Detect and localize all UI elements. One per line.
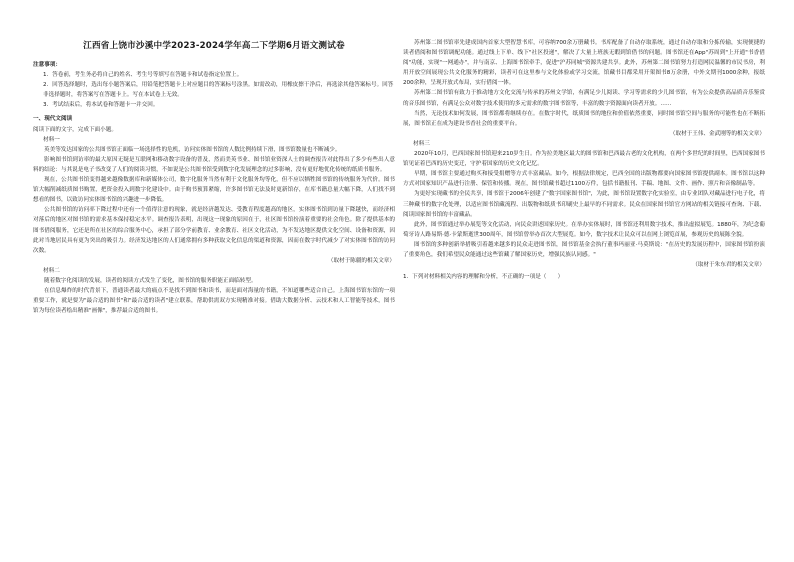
note-item: 1．答卷前，考生务必将自己的姓名、考生号等填写在答题卡和试卷指定位置上。 xyxy=(43,72,243,79)
material-3-paragraph: 此外，图书馆通过举办展览等文化活动，向民众讲述国家历史。在举办实体展时，图书馆还利用数字技术，推出虚拟展览。1880年，为纪念葡萄牙诗人路易斯·德·卡蒙斯逝世300周年，图书馆曾举办首次大型展览。如今，数字技术让民众可以在网上浏览首展，参观历史的展陈全貌。 xyxy=(403,221,765,238)
material-1-paragraph: 公共图书馆的访问率下降过程中还有一个值得注意的现象，就是经济越发达、受教育程度越高的地区，实体图书馆到访量下降越快，而经济相对落后的地区对图书馆的需求基本保持稳定水平。调查报告表明，出现这一现象的原因在于，社区图书馆扮演着重要的社会角色。除了提供基本的图书借阅服务，它还是所在社区的综合服务中心，承担了部分学前教育、业余教育、社区文化活动，为不发达地区提供文化空间、设备和资源，因此对当地居民具有更为突出的吸引力。经济发达地区的人们通常拥有多种获取文化信息的渠道和资源，因而在数字时代减少了对实体图书馆的访问次数。 xyxy=(33,207,395,254)
material-2-paragraph: 苏州第二图书馆率先建成国内首家大型智慧书库，可容纳700余万册藏书。书库配备了自动存取系统，通过自动存取和分拣传输，实现便捷的读者借阅和图书馆调配功能。通过线上下单、线下"社区投递"，解决了大量上班族无暇到馆借书的问题。图书馆还在App"苏周到"上开通"书香借阅"功能，实现"一网通办"，并与南京、上海图书馆牵手，促进"沪苏同城"资源共建共享。此外，苏州第二图书馆努力打造网民温馨的市民书房，利用开放空间展现公共文化服务的精彩，读者可在这里参与文化体验或学习交流，馆藏书目都采用开架图书8万余册，中外文期刊1000余种，报纸200余种，呈现开放式布局，实行借阅一体。 xyxy=(403,40,765,87)
material-2-label: 材料二 xyxy=(43,267,60,274)
material-2-source: （取材于王伟、金武刚等的相关文章） xyxy=(669,130,765,137)
material-1-paragraph: 现在，公共图书馆变得越来越像数据库和新媒体公司，数字化服务当然有利于文化服务均等化，但不应以牺牲图书馆的传统服务为代价。图书馆大幅削减纸质图书购置，把资金投入到数字化建设中。由于购书预算紧缩，许多图书馆无法及时更新馆存，在库书籍总量大幅下降，人们找不到想看的图书，以致访问实体图书馆的兴趣进一步降低。 xyxy=(33,177,395,204)
left-column xyxy=(33,40,395,316)
material-3-paragraph: 早期，图书馆主要通过购买和接受捐赠等方式丰富藏品。如今，根据法律规定，巴西全国的出版物都要向国家图书馆提供副本。图书馆以这种方式对国家知识产品进行注册、保管和传播。现在，图书馆藏书超过1100万件，包括书籍报刊、手稿、地图、文件、画作、照片和音像制品等。 xyxy=(403,171,765,188)
note-item: 3．考试结束后，将本试卷和答题卡一并交回。 xyxy=(43,102,159,109)
material-1-label: 材料一 xyxy=(43,136,60,143)
notes-heading: 注意事项： xyxy=(33,62,61,68)
material-2-paragraph: 苏州第二图书馆有致力于推动地方文化交流与传承的苏州文学馆，有满足少儿阅读、学习等需求的少儿图书馆，有为公众提供高品质音乐鉴赏的音乐图书馆，有满足公众对数字技术使用的多元需求的数字图书馆等，丰富的数字资源面向读者开放。…… xyxy=(403,90,765,107)
note-item: 2．回答选择题时，选出每小题答案后，用铅笔把答题卡上对应题目的答案标号涂黑。如需改动，用橡皮擦干净后，再选涂其他答案标号。回答非选择题时，将答案写在答题卡上。写在本试卷上无效。 xyxy=(43,82,394,99)
right-column xyxy=(403,38,765,282)
material-1-paragraph: 英美等发达国家的公共图书馆正面临一场选择性的危机，访问实体图书馆的人数比例持续下滑，图书馆数量也不断减少。 xyxy=(44,146,341,153)
section-instruction: 阅读下面的文字，完成下面小题。 xyxy=(33,126,117,133)
material-1-paragraph: 影响图书馆到访率的最大原因无疑是互联网和移动数字设备的普及，然而美英书业、图书馆业资深人士的调查报告对此得出了多少有些出人意料的结论：与其说是电子书改变了人们的阅读习惯，不如说是公共图书馆受到数字化发展理念的过多影响，没有更好地优化传统的纸质书服务。 xyxy=(33,156,395,173)
material-2-paragraph: 随着数字化阅读的发展，读者的阅读方式发生了变化，图书馆的服务职能正面临转型。 xyxy=(44,277,257,284)
material-3-paragraph: 图书馆的多种创新举措吸引着越来越多的民众走进图书馆，图书馆基金会执行董事玛丽亚·马莫斯说："在历史的发展历程中，国家图书馆扮演了重要角色，我们希望民众能通过这些馆藏了解国家历史，增强民族认同感。" xyxy=(403,241,765,258)
material-3-paragraph: 2020年10月，巴西国家图书馆迎来210岁生日。作为拉美地区最大的图书馆和巴西最古老的文化机构，在两个多世纪的时间里，巴西国家图书馆见证着巴西的历史变迁，守护着国家的历史文化记忆。 xyxy=(403,151,765,168)
material-3-label: 材料三 xyxy=(413,140,430,147)
section-heading: 一、现代文阅读 xyxy=(33,116,73,123)
material-2-paragraph: 在信息爆炸的时代背景下，普通读者最大的痛点不是找不到图书和读书，而是面对海量的书籍，不知道哪些适合自己。上海图书馆东馆的一项重要工作，就是要为"最合适的图书"和"最合适的读者"建立联系，帮助供需双方实现精准对接。借助大数据分析、云技术和人工智能等技术，图书馆为每位读者绘出精准"画像"，推荐最合适的图书。 xyxy=(33,288,395,315)
material-2-paragraph: 当然，无论技术如何发展，图书馆都将继续存在。在数字时代，纸质图书的地位和价值依然重要，同时图书馆空间与服务的可能性也在不断拓展，图书馆正在成为建设书香社会的重要平台。 xyxy=(403,110,765,127)
material-1-source: （取材于陈疆的相关文章） xyxy=(327,257,395,264)
question-1: 1．下列对材料相关内容的理解和分析，不正确的一项是（ ） xyxy=(403,274,564,281)
exam-title: 江西省上饶市沙溪中学2023-2024学年高二下学期6月语文测试卷 xyxy=(83,41,345,51)
material-3-source: （取材于朱东君的相关文章） xyxy=(692,262,765,269)
material-3-paragraph: 为更好实现藏书的全民共享，图书馆于2006年创建了"数字国家图书馆"，为此，图书馆设置数字化实验室，由专业团队对藏品进行电子化，将三种藏书的数字化处理，以适应图书馆藏流程、出版物和纸质书印刷史上最早的不同需求。民众在国家图书馆官方网站的相关链接可查询、下载、阅读国家图书馆的丰富藏品。 xyxy=(403,191,765,218)
